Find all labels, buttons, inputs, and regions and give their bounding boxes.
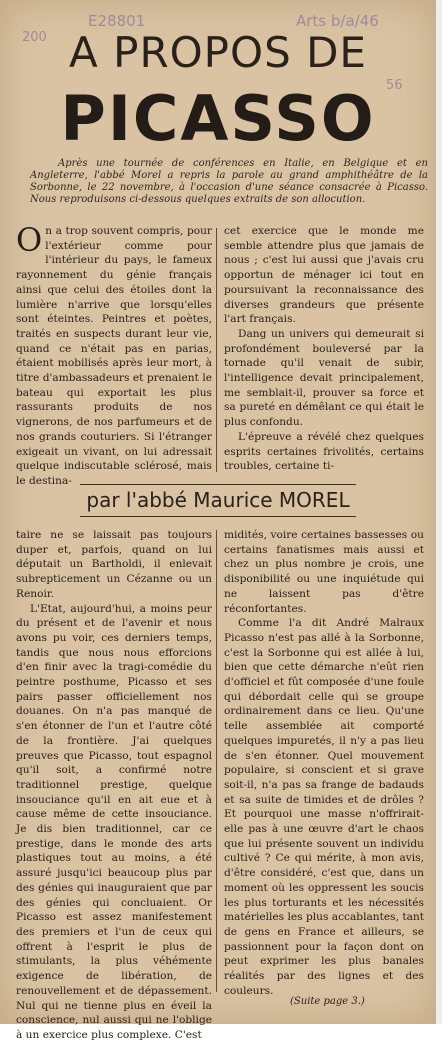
- intro-paragraph: Après une tournée de conférences en Italie, en Belgique et en Angleterre, l'abbé Morel a repris la parole au grand amphithéâtre de la Sorbonne, le 22 novembre, à l'occasion d'une séance consacrée à Picasso. Nous reproduisons ci-dessous quelques extraits de son allocution.: [30, 158, 428, 205]
- byline: par l'abbé Maurice MOREL: [86, 488, 350, 512]
- paragraph: Dang un univers qui demeurait si profondément bouleversé par la tornade qu'il venait de subir, l'intelligence devait principalement, me semblait-il, prouver sa force et sa pureté en démêlant ce qui était le plus confondu.: [224, 327, 424, 429]
- column-divider: [216, 228, 217, 472]
- paragraph: taire ne se laissait pas toujours duper et, parfois, quand on lui députait un Bartholdi, il enlevait subrepticement un Cézanne ou un Renoir.: [16, 529, 212, 600]
- paragraph: L'Etat, aujourd'hui, a moins peur du présent et de l'avenir et nous avons pu voir, ces derniers temps, tandis que nous nous efforcions d'en finir avec la tragi-comédie du peintre posthume, Picasso et ses pairs passer officiellement nos douanes. On n'a pas manqué de s'en étonner de l'un et l'autre côté de la frontière. J'ai quelques preuves que Picasso, tout espagnol qu'il soit, a confirmé notre traditionnel prestige, quelque insouciance qu'il en ait eue et à cause même de cette insouciance. Je dis bien traditionnel, car ce prestige, dans le monde des arts plastiques tout au moins, a été assuré jusqu'ici beaucoup plus par des génies qui inauguraient que par des génies qui concluaient. Or Picasso est assez manifestement des premiers et l'un de ceux qui offrent à l'esprit le plus de stimulants, la plus véhémente exigence de libération, de renouvellement et de dépassement. Nul qui ne tienne plus en éveil la conscience, nul aussi qui ne l'oblige à un exercice plus complexe. C'est: [16, 602, 212, 1041]
- continuation-note: (Suite page 3.): [290, 996, 365, 1007]
- handwritten-note: 200: [22, 30, 47, 45]
- drop-cap: O: [16, 221, 43, 259]
- handwritten-number: 56: [386, 78, 403, 93]
- paragraph: n a trop souvent compris, pour l'extérieur comme pour l'intérieur du pays, le fameux rayonnement du génie français ainsi que celui des étoiles dont la lumière n'arrive que lorsqu'elles sont éteintes. Peintres et poètes, traités en suspects durant leur vie, quand ce n'était pas en parias, étaient mobilisés après leur mort, à titre d'ambassadeurs et prenaient le bateau qui exportait les plus rassurants produits de nos vignerons, de nos parfumeurs et de nos grands couturiers. Si l'étranger exigeait un vivant, on lui adressait quelque indiscutable sclérosé, mais le destina-: [16, 225, 212, 487]
- upper-right-column: [224, 224, 424, 476]
- paragraph: L'épreuve a révélé chez quelques esprits certaines frivolités, certains troubles, certaine ti-: [224, 430, 424, 473]
- headline-line-2: PICASSO: [60, 82, 376, 155]
- column-divider: [216, 530, 217, 992]
- byline-rule-bottom: [80, 516, 356, 517]
- handwritten-code: E28801: [88, 12, 146, 30]
- paragraph: cet exercice que le monde me semble attendre plus que jamais de nous ; c'est lui aussi que j'avais cru opportun de ménager ici tout en poursuivant la reconnaissance des diverses grandeurs que présente l'art français.: [224, 225, 424, 326]
- upper-left-column: [16, 221, 212, 487]
- page-margin: [436, 0, 442, 1024]
- lower-right-column: [224, 528, 424, 997]
- paragraph: Comme l'a dit André Malraux Picasso n'est pas allé à la Sorbonne, c'est la Sorbonne qui est allée à lui, bien que cette démarche n'eût rien d'officiel et fût composée d'une foule qui débordait celle qui se groupe ordinairement dans ce lieu. Qu'une telle assemblée ait comporté quelques impuretés, il n'y a pas lieu de s'en étonner. Quel mouvement populaire, si conscient et si grave soit-il, n'a pas sa frange de badauds et sa suite de timides et de drôles ? Et pourquoi une masse n'offrirait-elle pas à une œuvre d'art le chaos que lui présente souvent un individu cultivé ? Ce qui mérite, à mon avis, d'être considéré, c'est que, dans un moment où les oppressent les soucis les plus torturants et les nécessités matérielles les plus accablantes, tant de gens en France et ailleurs, se passionnent pour la façon dont on peut exprimer les plus banales réalités par des lignes et des couleurs.: [224, 617, 424, 997]
- byline-rule-top: [80, 484, 356, 485]
- handwritten-reference: Arts b/a/46: [296, 12, 379, 30]
- lower-left-column: [16, 528, 212, 1041]
- paragraph: midités, voire certaines bassesses ou certains fanatismes mais aussi et chez un plus nombre je crois, une disponibilité ou une inquiétude qui ne laissent pas d'être réconfortantes.: [224, 529, 424, 615]
- headline-line-1: A PROPOS DE: [69, 28, 367, 77]
